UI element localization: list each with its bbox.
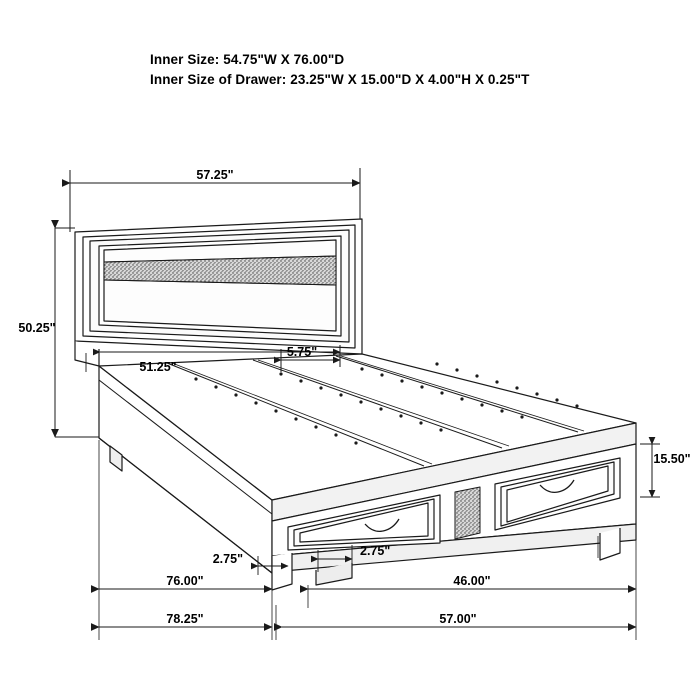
inner-size-line-1: Inner Size: 54.75"W X 76.00"D [150, 52, 345, 67]
dim-drawer-front-width: 46.00" [453, 574, 491, 588]
dim-headboard-inner-width: 51.25" [139, 360, 177, 374]
inner-size-line-2: Inner Size of Drawer: 23.25"W X 15.00"D X 4.00"H X 0.25"T [150, 72, 530, 87]
dim-foot-clearance-right: 2.75" [360, 544, 391, 558]
dim-footboard-height: 15.50" [653, 452, 691, 466]
dim-headboard-width: 57.25" [196, 168, 234, 182]
dim-overall-length: 78.25" [166, 612, 204, 626]
dim-headboard-to-rail: 5.75" [286, 345, 318, 359]
dim-overall-width: 57.00" [439, 612, 477, 626]
dim-side-rail-length: 76.00" [166, 574, 204, 588]
dim-foot-clearance-left: 2.75" [212, 552, 243, 566]
bed-geometry [75, 219, 636, 590]
dim-overall-height: 50.25" [18, 321, 56, 335]
